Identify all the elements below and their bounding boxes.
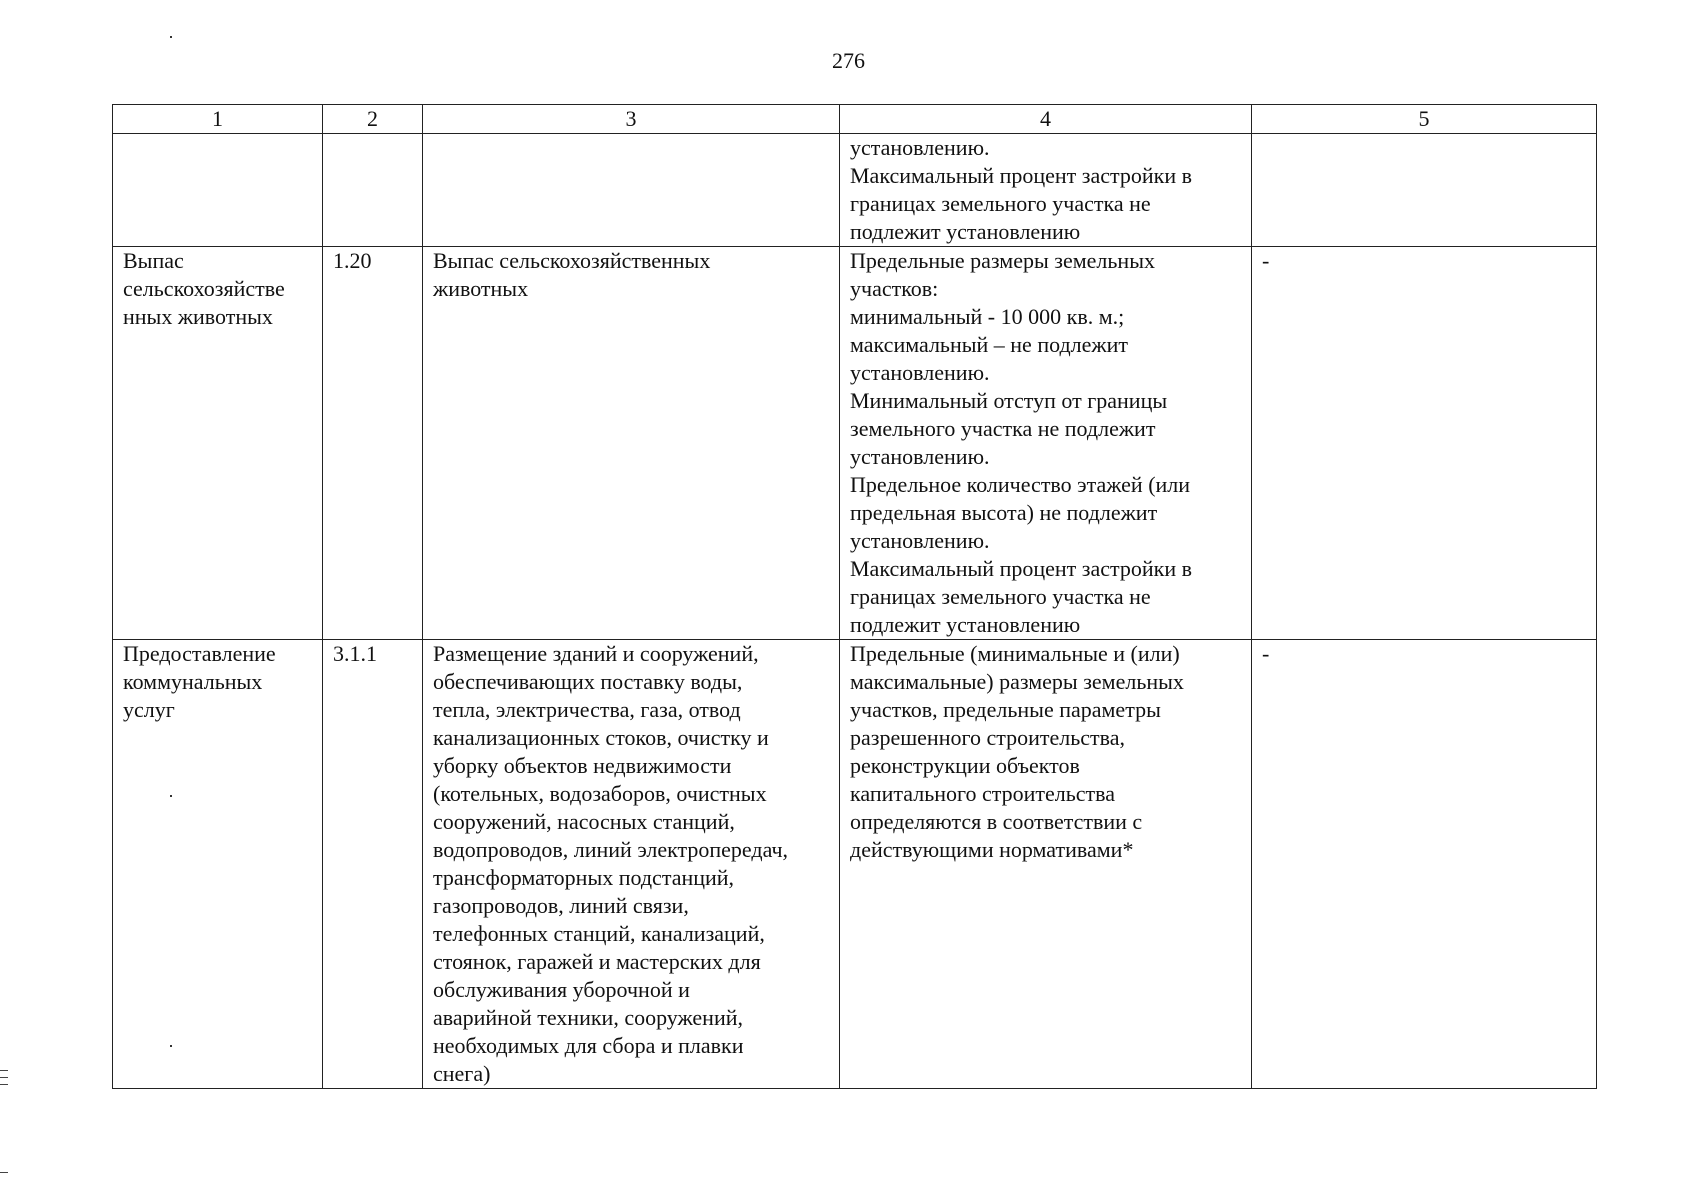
column-header-1: 1 bbox=[113, 105, 323, 134]
margin-mark bbox=[0, 1084, 8, 1085]
cell-code-text: 1.20 bbox=[333, 248, 372, 273]
cell-parameters bbox=[840, 247, 1252, 640]
cell-parameters-text: установлению. Максимальный процент застройки в границах земельного участка не подлежит установлению bbox=[850, 135, 1192, 244]
cell-note bbox=[1252, 640, 1597, 1089]
cell-description-text: Выпас сельскохозяйственных животных bbox=[433, 248, 711, 301]
column-header-4: 4 bbox=[840, 105, 1252, 134]
cell-name-text: Выпас сельскохозяйстве нных животных bbox=[123, 248, 285, 329]
cell-code-text: 3.1.1 bbox=[333, 641, 377, 666]
land-use-table bbox=[112, 104, 1597, 1089]
cell-name-text: Предоставление коммунальных услуг bbox=[123, 641, 276, 722]
cell-note bbox=[1252, 134, 1597, 247]
cell-code bbox=[323, 247, 423, 640]
cell-note-text: - bbox=[1262, 248, 1270, 273]
table-row bbox=[113, 134, 1597, 247]
cell-parameters bbox=[840, 134, 1252, 247]
cell-description bbox=[423, 134, 840, 247]
cell-parameters-text: Предельные (минимальные и (или) максимальные) размеры земельных участков, предельные параметры разрешенного строительства, реконструкции объектов капитального строительства определяются в соответствии с действующими нормативами* bbox=[850, 641, 1184, 862]
column-header-2: 2 bbox=[323, 105, 423, 134]
table-row bbox=[113, 247, 1597, 640]
cell-parameters bbox=[840, 640, 1252, 1089]
cell-note-text: - bbox=[1262, 641, 1270, 666]
margin-mark bbox=[0, 1070, 8, 1071]
table-header-row bbox=[113, 105, 1597, 134]
margin-mark bbox=[0, 1077, 8, 1078]
cell-name bbox=[113, 640, 323, 1089]
table-row bbox=[113, 640, 1597, 1089]
margin-mark bbox=[0, 1172, 8, 1173]
cell-name bbox=[113, 247, 323, 640]
cell-description bbox=[423, 640, 840, 1089]
page-number: 276 bbox=[832, 48, 865, 73]
scan-speck bbox=[170, 36, 172, 38]
column-header-3: 3 bbox=[423, 105, 840, 134]
cell-description-text: Размещение зданий и сооружений, обеспечивающих поставку воды, тепла, электричества, газа, отвод канализационных стоков, очистку и уборку объектов недвижимости (котельных, водозаборов, очистных сооружений, насосных станций, водопроводов, линий электропередач, трансформаторных подстанций, газопроводов, линий связи, телефонных станций, канализаций, стоянок, гаражей и мастерских для обслуживания уборочной и аварийной техники, сооружений, необходимых для сбора и плавки снега) bbox=[433, 641, 789, 1086]
cell-parameters-text: Предельные размеры земельных участков: минимальный - 10 000 кв. м.; максимальный – не подлежит установлению. Минимальный отступ от границы земельного участка не подлежит установлению. Предельное количество этажей (или предельная высота) не подлежит установлению. Максимальный процент застройки в границах земельного участка не подлежит установлению bbox=[850, 248, 1192, 637]
cell-name bbox=[113, 134, 323, 247]
cell-code bbox=[323, 640, 423, 1089]
cell-description bbox=[423, 247, 840, 640]
cell-code bbox=[323, 134, 423, 247]
cell-note bbox=[1252, 247, 1597, 640]
column-header-5: 5 bbox=[1252, 105, 1597, 134]
